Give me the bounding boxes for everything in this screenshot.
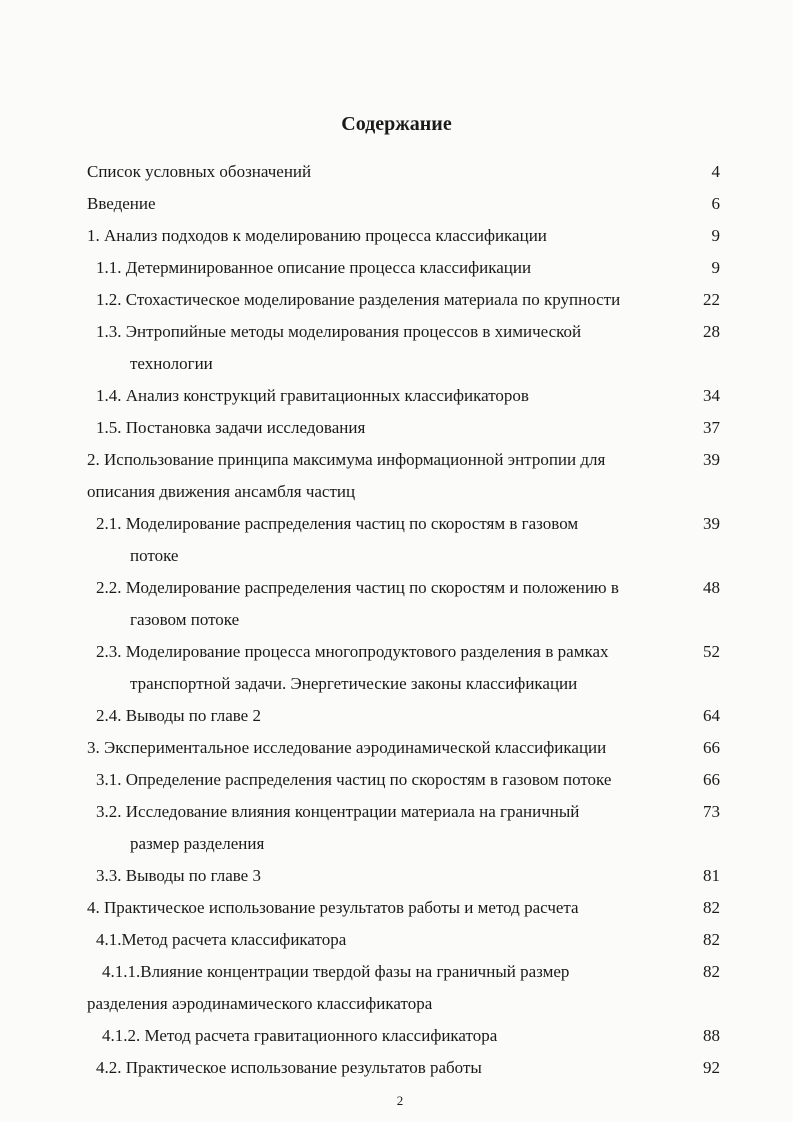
toc-entry-page: 73 <box>703 802 720 821</box>
toc-entry-text: 4.1.1.Влияние концентрации твердой фазы на граничный размер <box>102 962 570 981</box>
toc-entry-page: 48 <box>703 578 720 597</box>
toc-entry-text: 2.4. Выводы по главе 2 <box>96 706 261 725</box>
toc-entry-continuation: газовом потоке <box>130 610 240 629</box>
toc-entry-page: 9 <box>711 258 720 277</box>
toc-entry-text: Список условных обозначений <box>87 162 312 181</box>
toc-entry-text: 3.1. Определение распределения частиц по скоростям в газовом потоке <box>96 770 612 789</box>
toc-entry-page: 37 <box>703 418 720 437</box>
toc-entry-continuation: технологии <box>130 354 213 373</box>
toc-entry-page: 81 <box>703 866 720 885</box>
toc-entry-page: 88 <box>703 1026 720 1045</box>
toc-entry-page: 39 <box>703 450 720 469</box>
toc-entry-text: 2.1. Моделирование распределения частиц по скоростям в газовом <box>96 514 579 533</box>
toc-entry-text: 4.1.2. Метод расчета гравитационного классификатора <box>102 1026 498 1045</box>
toc-entry-continuation: описания движения ансамбля частиц <box>87 482 356 501</box>
toc-entry-text: 4.1.Метод расчета классификатора <box>96 930 347 949</box>
toc-entry-text: 3.3. Выводы по главе 3 <box>96 866 261 885</box>
toc-entry-text: 4. Практическое использование результатов работы и метод расчета <box>87 898 579 917</box>
toc-entry-text: Введение <box>87 194 156 213</box>
toc-entry-text: 1.5. Постановка задачи исследования <box>96 418 366 437</box>
toc-entry-page: 6 <box>711 194 720 213</box>
toc-entry-page: 92 <box>703 1058 720 1077</box>
toc-entry-page: 64 <box>703 706 720 725</box>
toc-entry-continuation: потоке <box>130 546 179 565</box>
toc-entry-text: 3. Экспериментальное исследование аэродинамической классификации <box>87 738 607 757</box>
toc-entry-text: 2. Использование принципа максимума информационной энтропии для <box>87 450 606 469</box>
toc-entry-text: 1.4. Анализ конструкций гравитационных классификаторов <box>96 386 529 405</box>
toc-entry-page: 34 <box>703 386 720 405</box>
toc-entry-text: 3.2. Исследование влияния концентрации материала на граничный <box>96 802 580 821</box>
toc-entry-text: 2.3. Моделирование процесса многопродуктового разделения в рамках <box>96 642 609 661</box>
toc-entry-page: 4 <box>711 162 720 181</box>
toc-entry-page: 39 <box>703 514 720 533</box>
toc-entry-continuation: размер разделения <box>130 834 265 853</box>
toc-entry-page: 66 <box>703 738 720 757</box>
toc-entry-page: 82 <box>703 962 720 981</box>
toc-entry-text: 2.2. Моделирование распределения частиц по скоростям и положению в <box>96 578 619 597</box>
toc-entry-page: 66 <box>703 770 720 789</box>
toc-entry-continuation: транспортной задачи. Энергетические законы классификации <box>130 674 578 693</box>
toc-entry-text: 1.1. Детерминированное описание процесса классификации <box>96 258 532 277</box>
toc-entry-text: 1. Анализ подходов к моделированию процесса классификации <box>87 226 547 245</box>
toc-entry-text: 1.2. Стохастическое моделирование разделения материала по крупности <box>96 290 621 309</box>
toc-entry-page: 82 <box>703 930 720 949</box>
toc-entry-page: 28 <box>703 322 720 341</box>
page-title: Содержание <box>341 113 452 135</box>
toc-entry-page: 22 <box>703 290 720 309</box>
toc-entry-page: 52 <box>703 642 720 661</box>
toc-entry-continuation: разделения аэродинамического классификатора <box>87 994 433 1013</box>
toc-entry-text: 4.2. Практическое использование результатов работы <box>96 1058 482 1077</box>
toc-entry-page: 82 <box>703 898 720 917</box>
toc-entry-text: 1.3. Энтропийные методы моделирования процессов в химической <box>96 322 582 341</box>
toc-entry-page: 9 <box>711 226 720 245</box>
page-number: 2 <box>396 1093 404 1108</box>
